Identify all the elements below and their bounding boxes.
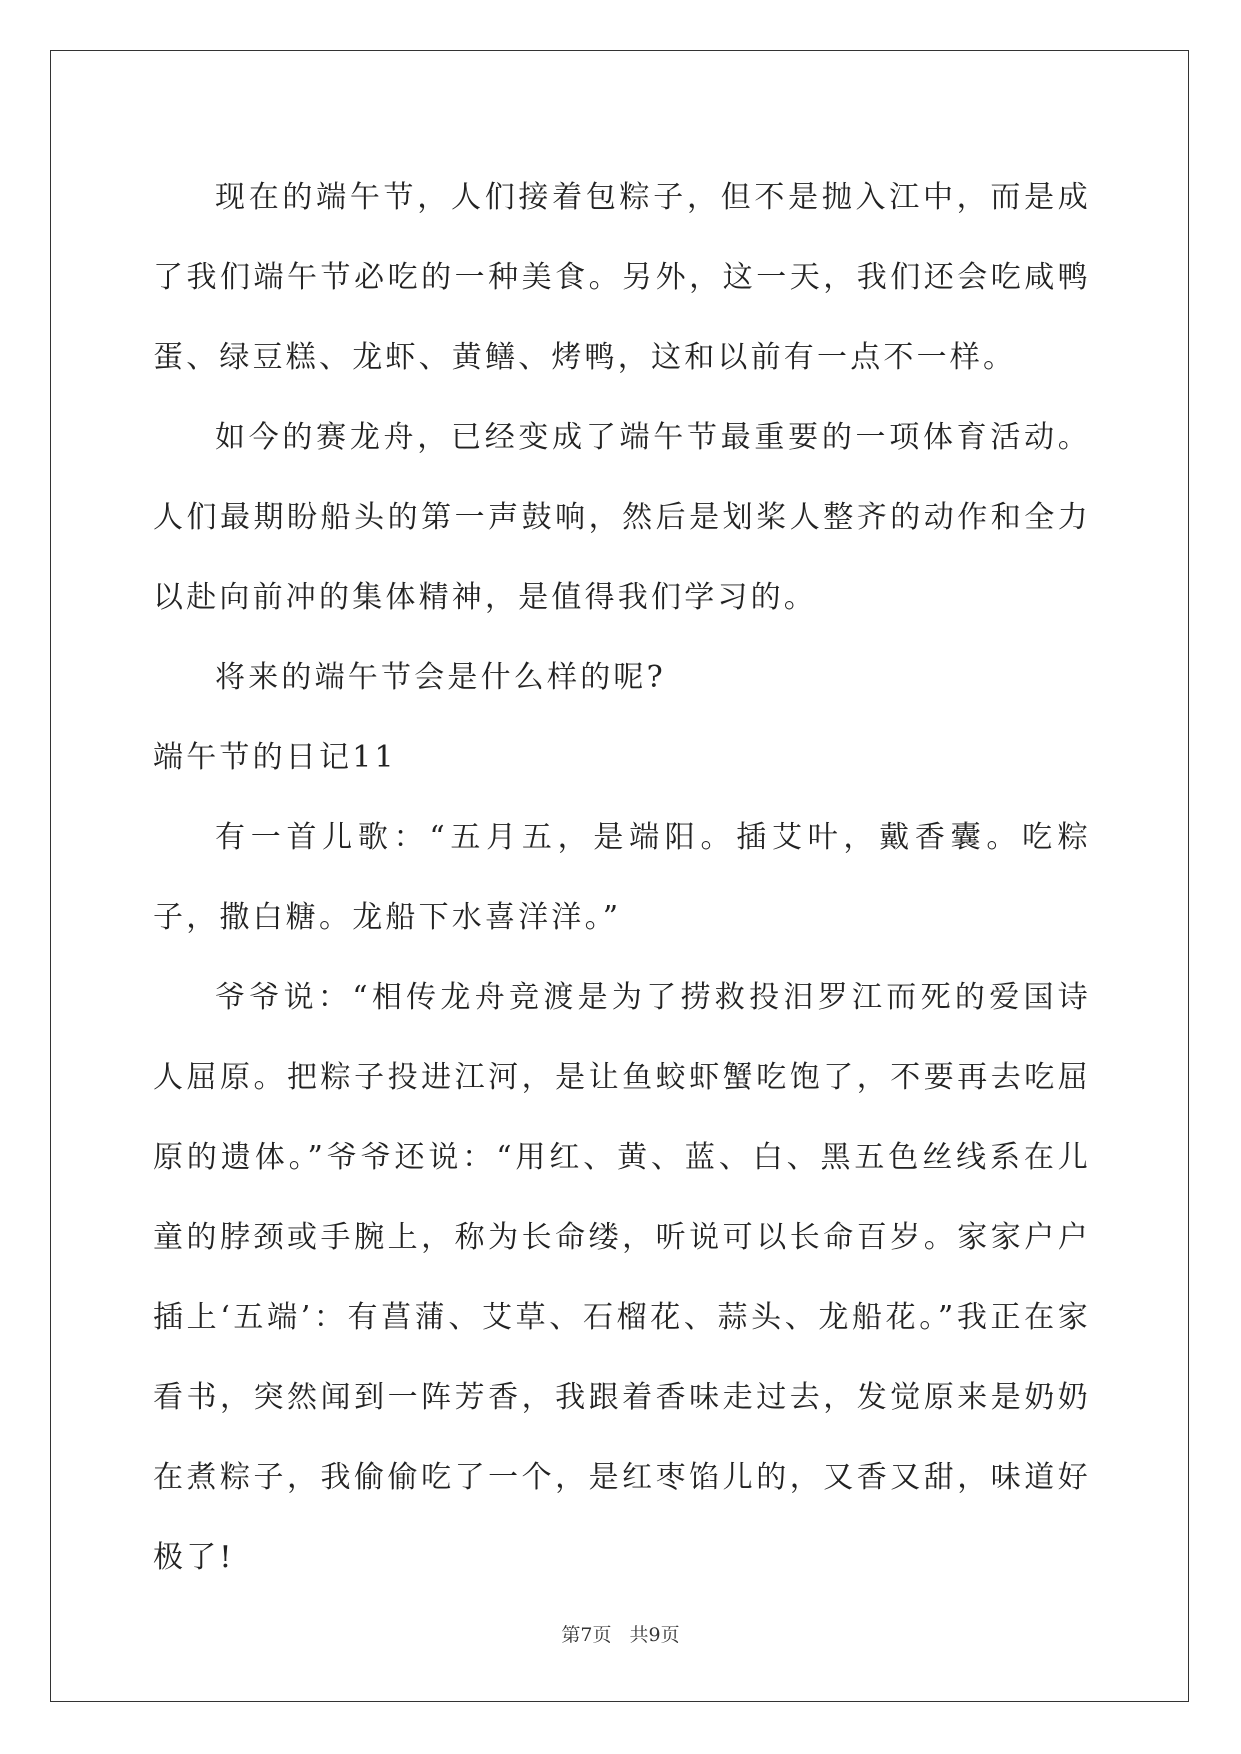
paragraph-modern-dragon-boat-food: 现在的端午节，人们接着包粽子，但不是抛入江中，而是成了我们端午节必吃的一种美食。另外，这一天，我们还会吃咸鸭蛋、绿豆糕、龙虾、黄鳝、烤鸭，这和以前有一点不一样。 [153, 180, 1091, 375]
document-body [153, 158, 1091, 1598]
page-footer [0, 1620, 1241, 1647]
page-number-current: 第7页 [561, 1624, 612, 1646]
section-heading: 端午节的日记11 [153, 740, 397, 775]
paragraph-grandpa-story: 爷爷说：“相传龙舟竞渡是为了捞救投汨罗江而死的爱国诗人屈原。把粽子投进江河，是让鱼蛟虾蟹吃饱了，不要再去吃屈原的遗体。”爷爷还说：“用红、黄、蓝、白、黑五色丝线系在儿童的脖颈或手腕上，称为长命缕，听说可以长命百岁。家家户户插上‘五端’：有菖蒲、艾草、石榴花、蒜头、龙船花。”我正在家看书，突然闻到一阵芳香，我跟着香味走过去，发觉原来是奶奶在煮粽子，我偷偷吃了一个，是红枣馅儿的，又香又甜，味道好极了! [153, 980, 1091, 1575]
paragraph-dragon-boat-race: 如今的赛龙舟，已经变成了端午节最重要的一项体育活动。人们最期盼船头的第一声鼓响，然后是划桨人整齐的动作和全力以赴向前冲的集体精神，是值得我们学习的。 [153, 420, 1091, 615]
paragraph-future-question: 将来的端午节会是什么样的呢? [215, 660, 666, 695]
page-number-total: 共9页 [629, 1624, 680, 1646]
paragraph-nursery-rhyme: 有一首儿歌：“五月五，是端阳。插艾叶，戴香囊。吃粽子，撒白糖。龙船下水喜洋洋。” [153, 820, 1091, 935]
